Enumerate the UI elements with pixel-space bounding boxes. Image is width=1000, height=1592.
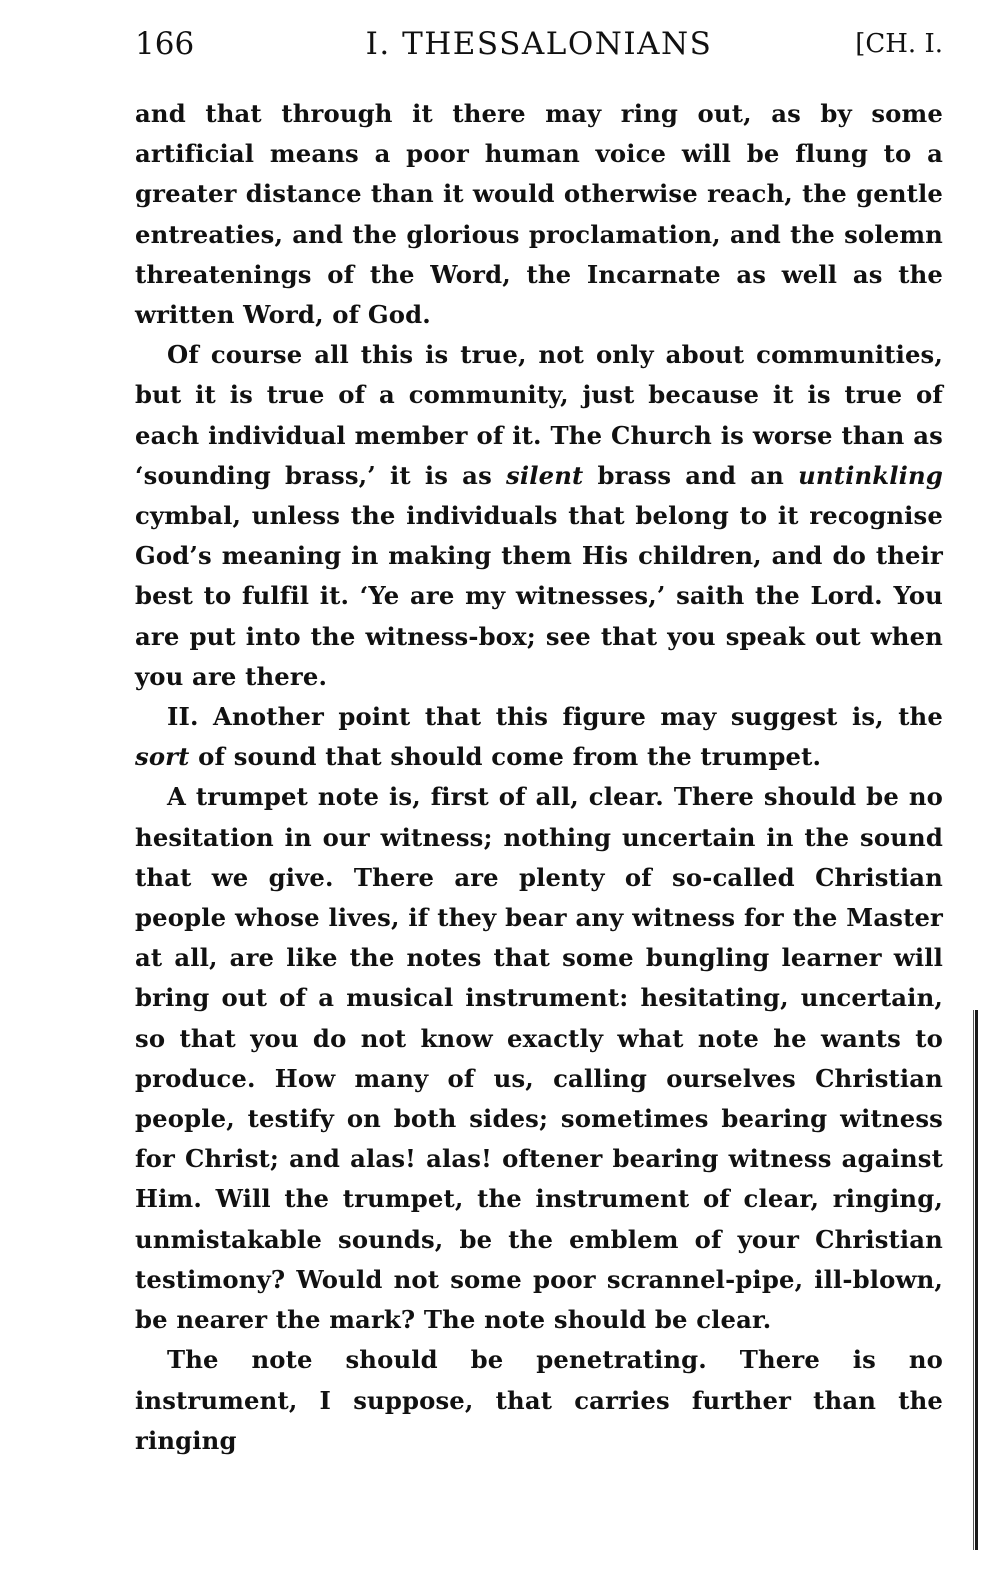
running-head — [135, 18, 943, 70]
italic-text-run: untinkling — [798, 460, 943, 490]
text-run: of sound that should come from the trumpet. — [189, 742, 822, 772]
text-run: and that through it there may ring out, as by some artificial means a poor human voice will be flung to a greater distance than it would otherwise reach, the gentle entreaties, and the glorious proclamation, and the solemn threatenings of the Word, the Incarnate as well as the written Word, of God. — [135, 99, 943, 330]
paragraph — [135, 94, 943, 335]
text-run: II. Another point that this figure may suggest is, the — [167, 702, 943, 732]
text-run: brass and an — [583, 460, 799, 490]
text-run: cymbal, unless the individuals that belong to it recognise God’s meaning in making them His children, and do their best to fulfil it. ‘Ye are my witnesses,’ saith the Lord. You are put into the witness-box; see that you speak out when you are there. — [135, 501, 943, 691]
paragraph — [135, 1340, 943, 1461]
book-title: I. THESSALONIANS — [365, 26, 713, 62]
paragraph — [135, 335, 943, 697]
italic-text-run: silent — [506, 460, 584, 490]
paragraph — [135, 697, 943, 777]
text-run: The note should be penetrating. There is no instrument, I suppose, that carries further than the ringing — [135, 1345, 943, 1455]
page-number: 166 — [135, 26, 195, 62]
italic-text-run: sort — [135, 742, 190, 772]
paragraph — [135, 777, 943, 1340]
chapter-reference: [CH. I. — [855, 29, 943, 59]
text-run: A trumpet note is, first of all, clear. There should be no hesitation in our witness; nothing uncertain in the sound that we give. There are plenty of so-called Christian people whose lives, if they bear any witness for the Master at all, are like the notes that some bungling learner will bring out of a musical instrument: hesitating, uncertain, so that you do not know exactly what note he wants to produce. How many of us, calling ourselves Christian people, testify on both sides; sometimes bearing witness for Christ; and alas! alas! oftener bearing witness against Him. Will the trumpet, the instrument of clear, ringing, unmistakable sounds, be the emblem of your Christian testimony? Would not some poor scrannel-pipe, ill-blown, be nearer the mark? The note should be clear. — [135, 782, 943, 1335]
margin-line — [975, 1010, 978, 1550]
text-run: Of course all this is true, not only about communities, but it is true of a community, just because it is true of each individual member of it. The Church is worse than as ‘sounding brass,’ it is as — [135, 340, 943, 490]
margin-line — [973, 1010, 974, 1550]
book-page — [135, 18, 943, 1461]
body-text — [135, 94, 943, 1461]
